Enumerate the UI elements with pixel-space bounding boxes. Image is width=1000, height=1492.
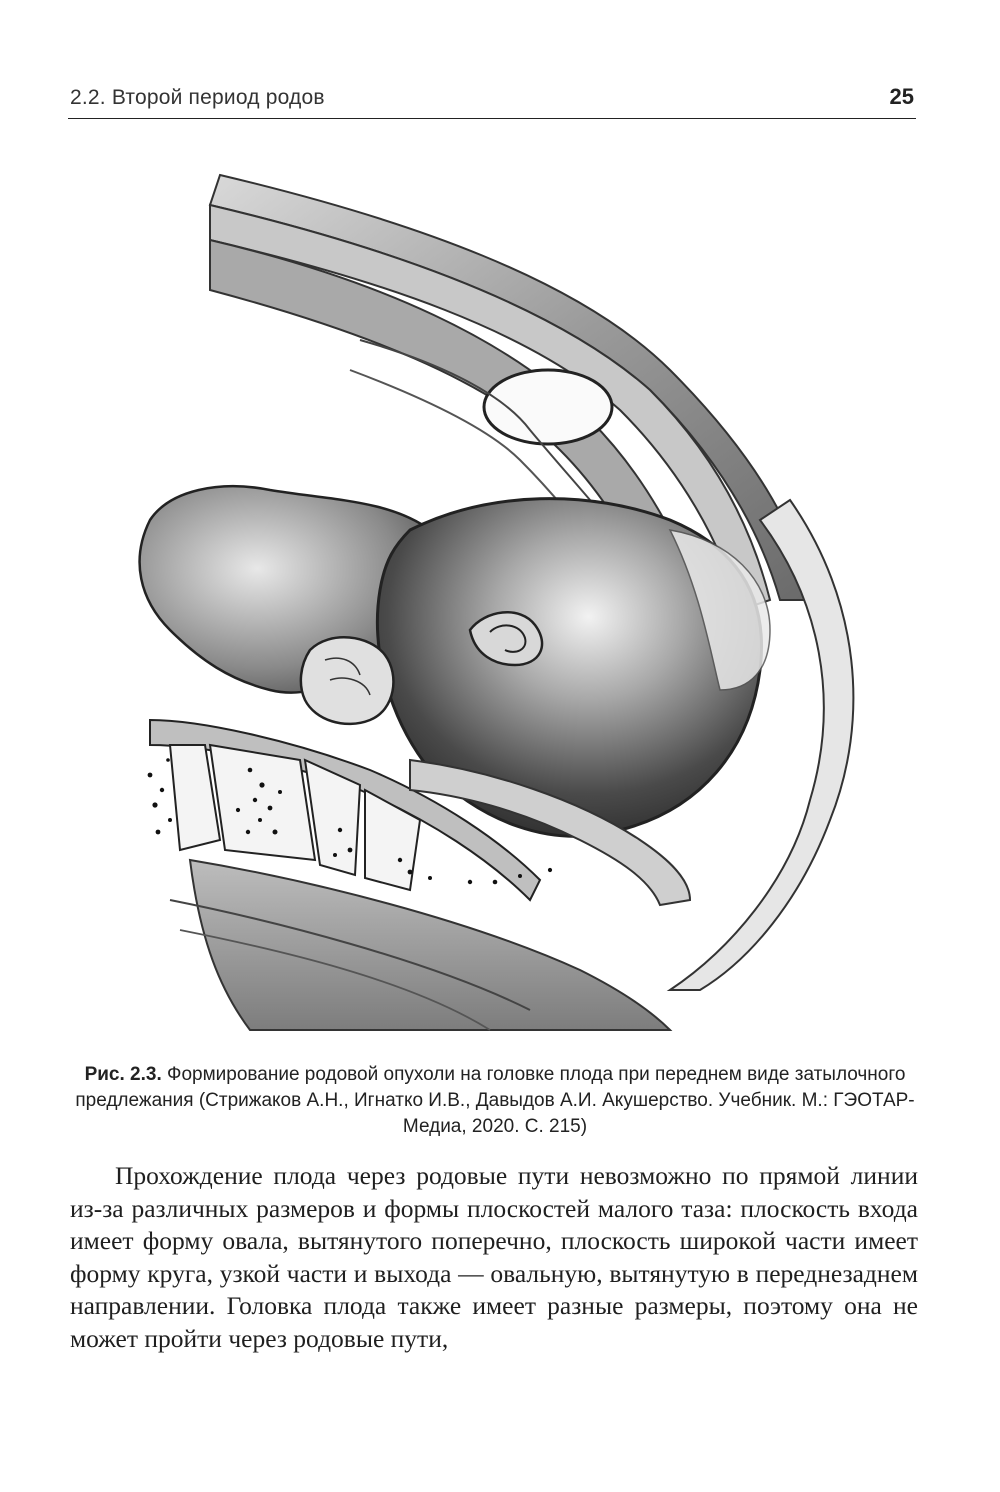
figure-illustration [110, 160, 890, 1040]
page-number: 25 [889, 84, 914, 109]
caption-text: Формирование родовой опухоли на головке плода при переднем виде затылочного предлежания (Стрижаков А.Н., Игнатко И.В., Давыдов А.И. Акушерство. Учебник. М.: ГЭОТАР-Медиа, 2020. С. 215) [75, 1064, 915, 1137]
running-header [68, 84, 916, 119]
section-title: 2.2. Второй период родов [70, 86, 325, 109]
figure-label: Рис. 2.3. [84, 1064, 162, 1085]
sagittal-birth-canal-illustration-icon [110, 160, 890, 1040]
paragraph: Прохождение плода через родовые пути невозможно по прямой линии из-за различных размеров и формы плоскостей малого таза: плоскость входа имеет форму овала, вытянутого поперечно, плоскость широкой части имеет форму круга, узкой части и выхода — овальную, вытянутую в переднезаднем направлении. Головка плода также имеет разные размеры, поэтому она не может пройти через родовые пути, [70, 1161, 918, 1353]
figure-caption [70, 1062, 920, 1140]
body-text [70, 1160, 918, 1355]
